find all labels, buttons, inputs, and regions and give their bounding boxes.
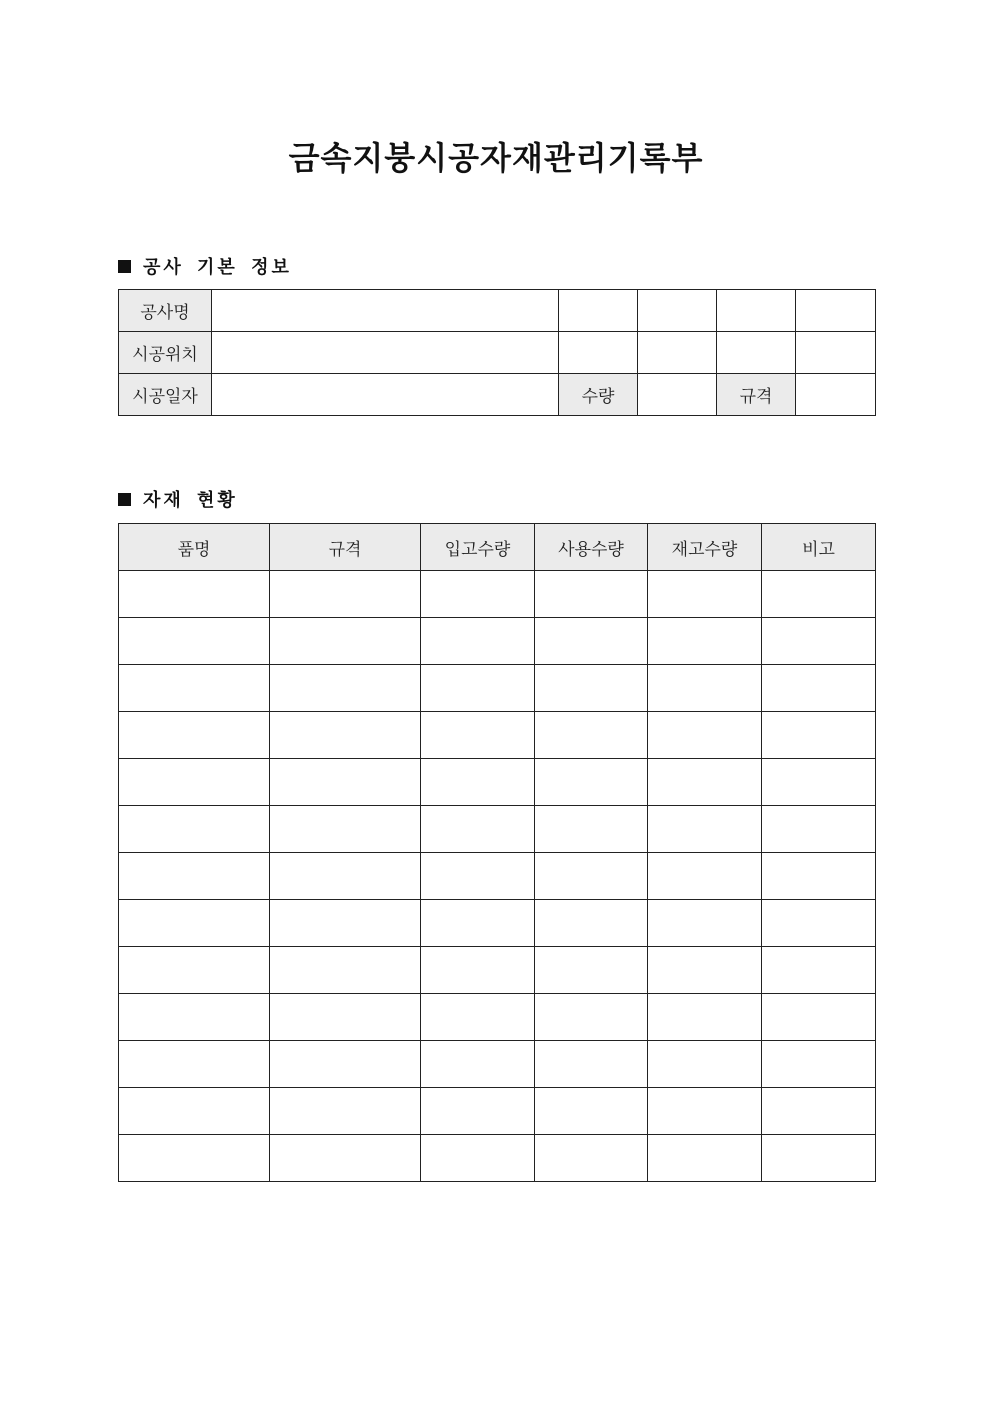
table-cell[interactable] xyxy=(421,759,535,806)
table-cell[interactable] xyxy=(638,290,717,332)
section-heading-label: 자재 현황 xyxy=(143,490,238,511)
column-header-received-qty: 입고수량 xyxy=(421,524,535,571)
table-row xyxy=(119,994,876,1041)
table-cell[interactable] xyxy=(648,947,762,994)
column-header-item-name: 품명 xyxy=(119,524,270,571)
table-cell[interactable] xyxy=(762,806,876,853)
table-row xyxy=(119,618,876,665)
table-cell[interactable] xyxy=(762,947,876,994)
table-cell[interactable] xyxy=(762,900,876,947)
project-name-label: 공사명 xyxy=(119,290,212,332)
table-cell[interactable] xyxy=(648,1041,762,1088)
table-cell[interactable] xyxy=(270,1041,421,1088)
table-cell[interactable] xyxy=(119,712,270,759)
table-cell[interactable] xyxy=(421,712,535,759)
table-cell[interactable] xyxy=(535,994,648,1041)
table-cell[interactable] xyxy=(762,1135,876,1182)
table-row xyxy=(119,900,876,947)
table-cell[interactable] xyxy=(762,994,876,1041)
location-label: 시공위치 xyxy=(119,332,212,374)
date-field[interactable] xyxy=(212,374,559,416)
table-cell[interactable] xyxy=(535,806,648,853)
spec-field[interactable] xyxy=(796,374,876,416)
column-header-stock-qty: 재고수량 xyxy=(648,524,762,571)
table-row xyxy=(119,712,876,759)
table-cell[interactable] xyxy=(648,571,762,618)
table-cell[interactable] xyxy=(535,712,648,759)
table-cell[interactable] xyxy=(535,1088,648,1135)
table-cell[interactable] xyxy=(421,900,535,947)
table-row xyxy=(119,332,876,374)
table-cell[interactable] xyxy=(270,1088,421,1135)
table-cell[interactable] xyxy=(535,947,648,994)
table-cell[interactable] xyxy=(119,853,270,900)
section-heading-basic-info xyxy=(118,253,292,279)
table-cell[interactable] xyxy=(648,712,762,759)
table-row xyxy=(119,290,876,332)
table-cell[interactable] xyxy=(762,618,876,665)
materials-table-body xyxy=(119,571,876,1182)
table-cell[interactable] xyxy=(535,618,648,665)
square-bullet-icon xyxy=(118,260,131,273)
table-cell[interactable] xyxy=(535,571,648,618)
table-cell[interactable] xyxy=(648,900,762,947)
table-cell[interactable] xyxy=(762,1041,876,1088)
table-cell[interactable] xyxy=(535,665,648,712)
table-cell[interactable] xyxy=(421,1041,535,1088)
table-cell[interactable] xyxy=(421,853,535,900)
table-cell[interactable] xyxy=(648,806,762,853)
quantity-field[interactable] xyxy=(638,374,717,416)
table-row xyxy=(119,665,876,712)
table-cell[interactable] xyxy=(119,1088,270,1135)
table-cell[interactable] xyxy=(270,853,421,900)
table-row xyxy=(119,571,876,618)
table-cell[interactable] xyxy=(270,947,421,994)
table-cell[interactable] xyxy=(119,1135,270,1182)
table-cell[interactable] xyxy=(762,665,876,712)
table-row xyxy=(119,806,876,853)
table-row xyxy=(119,759,876,806)
table-cell[interactable] xyxy=(421,618,535,665)
basic-info-table xyxy=(118,289,876,416)
table-cell[interactable] xyxy=(119,759,270,806)
materials-table xyxy=(118,523,876,1182)
table-cell[interactable] xyxy=(717,290,796,332)
table-cell[interactable] xyxy=(648,994,762,1041)
table-cell[interactable] xyxy=(270,618,421,665)
table-row xyxy=(119,1088,876,1135)
table-row xyxy=(119,1041,876,1088)
column-header-remarks: 비고 xyxy=(762,524,876,571)
table-cell[interactable] xyxy=(119,618,270,665)
table-cell[interactable] xyxy=(119,947,270,994)
table-row xyxy=(119,947,876,994)
table-cell[interactable] xyxy=(119,1041,270,1088)
table-cell[interactable] xyxy=(648,1135,762,1182)
table-cell[interactable] xyxy=(559,332,638,374)
table-cell[interactable] xyxy=(535,1041,648,1088)
square-bullet-icon xyxy=(118,493,131,506)
table-cell[interactable] xyxy=(559,290,638,332)
table-cell[interactable] xyxy=(638,332,717,374)
project-name-field[interactable] xyxy=(212,290,559,332)
table-cell[interactable] xyxy=(119,571,270,618)
table-cell[interactable] xyxy=(648,1088,762,1135)
table-cell[interactable] xyxy=(270,806,421,853)
table-cell[interactable] xyxy=(762,712,876,759)
table-cell[interactable] xyxy=(535,900,648,947)
section-heading-label: 공사 기본 정보 xyxy=(143,257,292,278)
table-cell[interactable] xyxy=(762,571,876,618)
table-cell[interactable] xyxy=(421,947,535,994)
table-cell[interactable] xyxy=(270,1135,421,1182)
table-cell[interactable] xyxy=(119,994,270,1041)
table-cell[interactable] xyxy=(421,994,535,1041)
table-row xyxy=(119,1135,876,1182)
table-cell[interactable] xyxy=(796,290,876,332)
location-field[interactable] xyxy=(212,332,559,374)
table-cell[interactable] xyxy=(270,994,421,1041)
table-cell[interactable] xyxy=(648,665,762,712)
table-cell[interactable] xyxy=(762,853,876,900)
column-header-spec: 규격 xyxy=(270,524,421,571)
table-cell[interactable] xyxy=(119,806,270,853)
table-cell[interactable] xyxy=(270,665,421,712)
date-label: 시공일자 xyxy=(119,374,212,416)
table-cell[interactable] xyxy=(648,759,762,806)
table-cell[interactable] xyxy=(762,1088,876,1135)
table-row xyxy=(119,853,876,900)
table-cell[interactable] xyxy=(119,900,270,947)
table-cell[interactable] xyxy=(535,759,648,806)
table-cell[interactable] xyxy=(648,853,762,900)
table-cell[interactable] xyxy=(535,1135,648,1182)
column-header-used-qty: 사용수량 xyxy=(535,524,648,571)
table-cell[interactable] xyxy=(270,712,421,759)
table-cell[interactable] xyxy=(762,759,876,806)
spec-label: 규격 xyxy=(717,374,796,416)
table-header-row xyxy=(119,524,876,571)
table-cell[interactable] xyxy=(119,665,270,712)
table-cell[interactable] xyxy=(421,1135,535,1182)
quantity-label: 수량 xyxy=(559,374,638,416)
table-cell[interactable] xyxy=(535,853,648,900)
page-title: 금속지붕시공자재관리기록부 xyxy=(288,139,704,177)
table-cell[interactable] xyxy=(421,1088,535,1135)
section-heading-materials xyxy=(118,486,238,512)
table-cell[interactable] xyxy=(270,759,421,806)
table-cell[interactable] xyxy=(421,571,535,618)
table-cell[interactable] xyxy=(796,332,876,374)
table-cell[interactable] xyxy=(717,332,796,374)
table-cell[interactable] xyxy=(421,665,535,712)
table-cell[interactable] xyxy=(270,571,421,618)
table-cell[interactable] xyxy=(421,806,535,853)
table-cell[interactable] xyxy=(648,618,762,665)
table-row xyxy=(119,374,876,416)
table-cell[interactable] xyxy=(270,900,421,947)
